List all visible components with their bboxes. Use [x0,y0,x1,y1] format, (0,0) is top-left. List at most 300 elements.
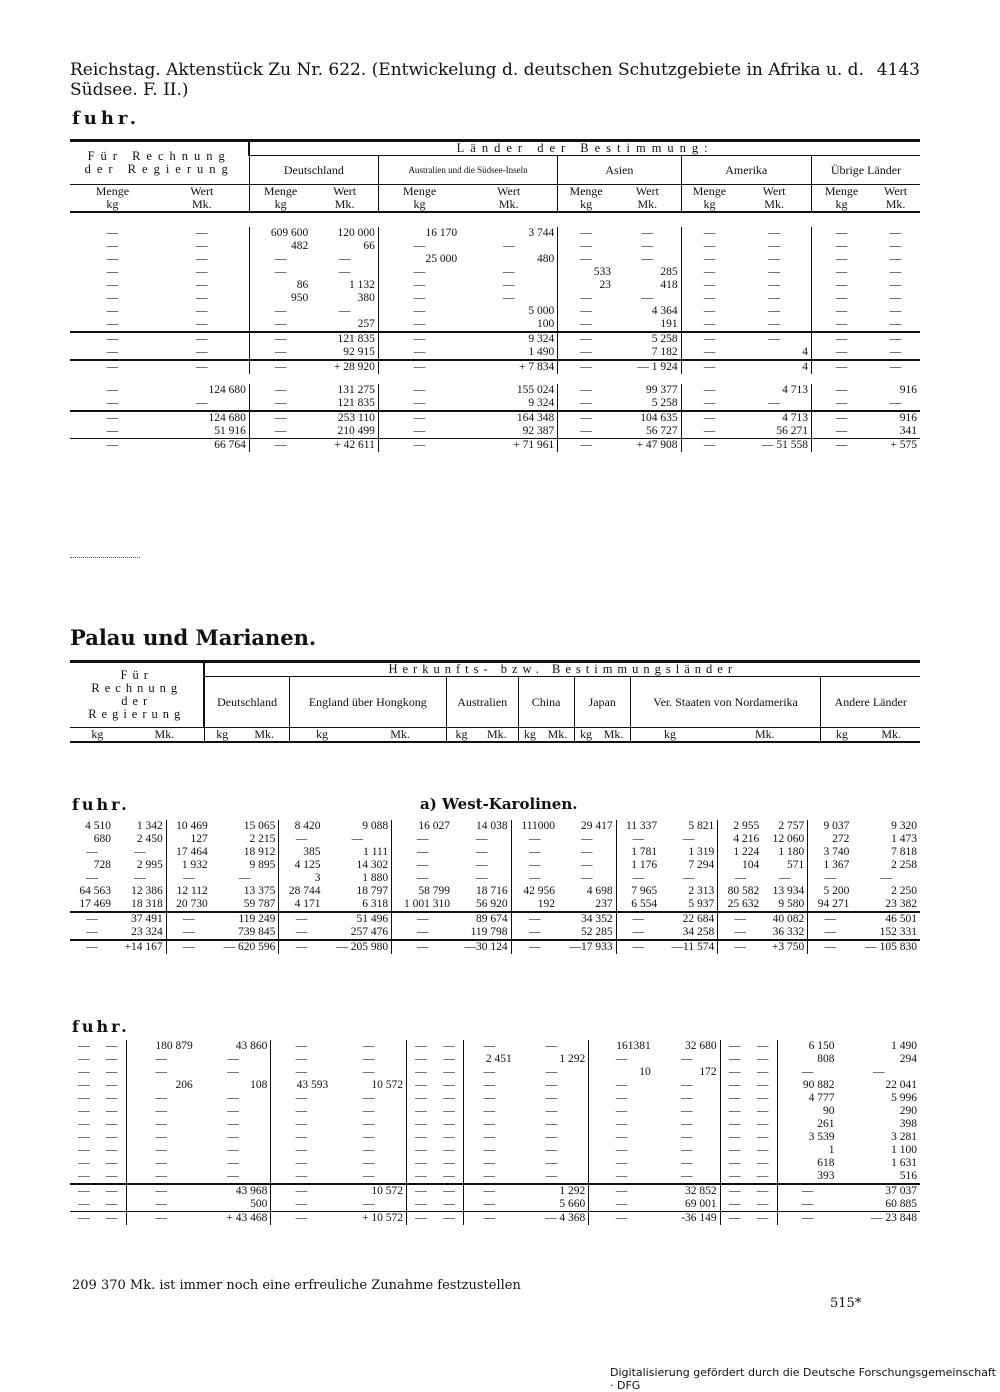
table-cell: — [681,318,737,332]
column-header: Andere Länder [821,677,920,728]
table-cell: 1 292 [515,1184,589,1198]
table-cell: — [589,1105,654,1118]
table-cell: — [271,1184,331,1198]
table-cell: — [238,872,251,884]
table-cell: 10 572 [331,1184,406,1198]
table-cell: — [407,1170,436,1184]
table-cell: — [166,940,211,954]
table-cell: 25 632 [718,898,763,912]
table-cell: — [545,1040,558,1052]
table-cell: — [227,1066,239,1078]
table-cell: — [718,940,763,954]
table-row [70,820,920,833]
table-cell: — [464,1184,515,1198]
table-cell: 36 332 [772,926,805,938]
table-cell: — [889,292,902,304]
table-cell: — [249,411,311,425]
table-cell: 192 [511,898,558,912]
table-cell: 56 920 [475,898,508,910]
table-cell: 1 [777,1144,837,1157]
table-cell: — [78,1118,90,1130]
table-cell: — [378,240,460,253]
table-cell: — [249,425,311,439]
table-cell: 155 024 [516,384,555,396]
table-cell: — 1 924 [614,360,681,374]
table-cell: — [134,846,146,858]
table-cell: — [105,1079,118,1091]
column-header: China [518,677,574,728]
table-cell: — [196,266,208,278]
table-cell: — [811,346,871,360]
table-cell: — [720,1118,749,1131]
table-cell: — [443,1118,455,1130]
table-cell: — [105,1092,118,1104]
table-cell: — [378,332,460,346]
table-cell: 2 215 [249,833,276,845]
table-cell: — [681,360,737,374]
table-cell: — [435,1184,464,1198]
table-cell: 172 [699,1066,717,1078]
sum-row [70,346,920,360]
table-cell: — [443,1157,455,1169]
table-cell: — [86,846,98,858]
table-cell: 480 [536,253,555,265]
table-cell: 285 [660,266,678,278]
table-cell: — [378,279,460,292]
table-cell: — [443,1198,455,1210]
table-cell: — [811,253,871,266]
table-cell: — [249,253,311,266]
table-cell: — [720,1144,749,1157]
table-cell: 739 845 [238,926,276,938]
unit-cell: Mk. [709,728,821,743]
table-cell: — [70,1184,98,1198]
table-cell: — [407,1079,436,1092]
table-cell: + 28 920 [311,360,378,374]
table-cell: — [641,292,654,304]
table-cell: 4 125 [279,859,324,872]
table-cell: — [502,266,515,278]
table-cell: — [616,872,660,885]
table-cell: 69 001 [685,1198,717,1210]
fragment-title: fuhr. [72,108,141,129]
table-cell: 13 934 [772,885,805,897]
table-cell: 5 000 [528,305,555,317]
table-cell: — [680,1053,693,1065]
table-cell: — [70,332,155,346]
table-cell: — [271,1131,331,1144]
sum-row [70,912,920,926]
table-cell: 14 302 [356,859,389,871]
table-row [70,859,920,872]
unit-cell: kg [821,728,862,743]
subheader-cell: Menge [811,185,871,199]
table-cell: 89 674 [453,912,511,926]
table-cell: 1 932 [166,859,211,872]
table-cell: — [808,926,853,940]
table-cell: 164 348 [460,411,558,425]
table-cell: — [105,1131,118,1143]
table-cell: — [581,846,593,858]
table-cell: — [545,1157,558,1169]
table-cell: — [558,253,614,266]
table-cell: —17 933 [558,940,616,954]
diff-row [70,1212,920,1226]
diff-row [70,439,920,453]
export-table [70,1040,920,1225]
table-cell: — [720,1131,749,1144]
table-cell: — [407,1040,436,1053]
table-cell: — [126,1184,195,1198]
table-cell: — [756,1198,769,1210]
table-cell: — [78,1079,90,1091]
table-cell: — [227,1105,239,1117]
table-cell: — [811,227,871,240]
table-cell: 121 835 [311,332,378,346]
subheader-cell: Wert [333,183,357,198]
table-cell: — [106,227,119,239]
table-cell: 533 [558,266,614,279]
column-header: Australien [446,677,518,728]
table-cell: — [756,1170,769,1182]
table-row [70,1079,920,1092]
table-cell: — [249,397,311,411]
table-cell: — [378,384,460,397]
table-cell: 4 216 [718,833,763,846]
table-cell: — [70,411,155,425]
table-cell: — [407,1198,436,1212]
unit-cell: Mk. [125,728,205,743]
table-cell: — [811,266,871,279]
table-cell: 18 716 [475,885,508,897]
table-cell: 42 956 [511,885,558,898]
table-cell: — [756,1105,769,1117]
unit-cell: kg [289,728,354,743]
table-cell: 393 [777,1170,837,1184]
table-cell: 253 110 [311,411,378,425]
table-cell: — [682,833,695,845]
table-cell: 4 713 [737,411,811,425]
sum-row [70,332,920,346]
table-cell: — [378,266,460,279]
unit-cell: kg [204,728,239,743]
table-cell: 92 915 [343,346,375,358]
table-row [70,279,920,292]
table-cell: — [351,833,364,845]
table-cell: 6 554 [616,898,660,912]
table-cell: — [407,1118,436,1131]
table-cell: — [641,227,654,239]
table-cell: — [511,926,558,940]
table-cell: 32 852 [654,1184,720,1198]
unit-cell: kg [70,198,155,212]
table-cell: — [279,833,324,846]
table-cell: 37 491 [114,912,166,926]
table-cell: — [443,1079,455,1091]
table-cell: — [78,1131,90,1143]
table-cell: — [545,1079,558,1091]
table-row [70,1170,920,1184]
table-cell: 17 469 [79,898,111,910]
table-cell: + 10 572 [331,1212,406,1226]
table-cell: — [808,912,853,926]
table-cell: 94 271 [808,898,853,912]
table-cell: 37 037 [838,1184,920,1198]
sum-row [70,1184,920,1198]
table-cell: 12 386 [131,885,163,897]
table-cell: — [558,360,614,374]
table-cell: — [768,266,780,278]
table-cell: — [126,1157,195,1170]
subheader-cell: Wert [635,183,659,198]
table-cell: 34 352 [558,912,616,926]
table-cell: 916 [871,411,920,425]
table-row [70,1105,920,1118]
table-row [70,872,920,885]
table-cell: — [511,912,558,926]
table-cell: 34 258 [682,926,715,938]
table-cell: — [106,305,119,317]
table-cell: 14 038 [475,820,508,832]
table-cell: — [889,318,902,330]
table-cell: — [589,1131,654,1144]
table-cell: 51 916 [214,425,246,437]
table-cell: — [511,846,558,859]
unit-cell: Mk. [862,728,920,743]
table-cell: — [362,1040,375,1052]
table-cell: — [271,1212,331,1226]
table-cell: — [271,1118,331,1131]
table-cell: 20 730 [166,898,211,912]
table-cell: — [720,1066,749,1079]
table-cell: 22 041 [885,1079,917,1091]
table-cell: — [511,872,558,885]
table-cell: 1 001 310 [392,898,453,912]
table-cell: — [227,1131,239,1143]
table-row [70,397,920,411]
page-header [70,60,920,100]
table-cell: 86 [249,279,311,292]
table-cell: — [641,240,654,252]
table-cell: — [106,425,119,437]
column-header: Ver. Staaten von Nordamerika [630,677,821,728]
table-cell: 28 744 [279,885,324,898]
column-header: Japan [574,677,630,728]
table-cell: — 4 368 [515,1212,589,1226]
table-cell: 385 [279,846,324,859]
table-cell: 500 [250,1198,268,1210]
table-cell: — [589,1157,654,1170]
table-cell: — [558,346,614,360]
table-cell: — [768,253,780,265]
table-cell: — [338,266,351,278]
import-label: fuhr. [72,795,130,814]
table-cell: — [407,1212,436,1226]
table-cell: — [378,292,460,305]
table-cell: — [78,1053,90,1065]
table-cell: — [756,1131,769,1143]
table-cell: 9 324 [528,397,555,409]
table-cell: 43 968 [196,1184,271,1198]
table-cell: — [105,1118,118,1130]
table-cell: — [681,305,737,318]
table-cell: 58 799 [392,885,453,898]
table-cell: — [811,397,871,411]
unit-cell: kg [249,198,311,212]
table-cell: — [558,439,614,453]
table-cell: 22 684 [660,912,718,926]
table-cell: — [464,1131,515,1144]
table-cell: 261 [777,1118,837,1131]
table-cell: — [720,1157,749,1170]
table-cell: — [502,292,515,304]
table-cell: — [681,292,737,305]
table-cell: — [681,425,737,439]
group-header-2: Herkunfts- bzw. Bestimmungsländer [204,662,920,677]
table-cell: — [768,292,780,304]
table-row [70,384,920,397]
table-cell: 916 [899,384,917,396]
table-cell: — [249,360,311,374]
table-cell: 104 [718,859,763,872]
table-cell: — [889,397,902,409]
table-cell: 1 490 [528,346,555,358]
table-row [70,1131,920,1144]
table-cell: — [680,1079,693,1091]
unit-cell: Mk. [871,198,920,212]
table-row [70,1118,920,1131]
subheader-cell: Menge [681,185,737,199]
table-cell: — [681,439,737,453]
table-cell: — [811,425,871,439]
table-cell: 4 364 [651,305,678,317]
table-cell: — [279,940,324,954]
table-cell: — [106,397,119,409]
table-cell: 1 473 [891,833,917,845]
table-cell: — [811,411,871,425]
table-cell: — [680,1092,693,1104]
table-cell: 23 382 [885,898,917,910]
table-cell: 23 [558,279,614,292]
table-cell: 257 476 [350,926,389,938]
table-cell: 398 [899,1118,917,1130]
table-cell: — [641,253,654,265]
table-cell: — [78,1105,90,1117]
table-cell: — [443,1092,455,1104]
table-cell: — [589,1198,654,1212]
unit-cell: Mk. [737,198,811,212]
table-cell: — [464,1144,515,1157]
table-cell: 12 112 [166,885,211,898]
table-cell: 1 781 [616,846,660,859]
table-cell: -36 149 [654,1212,720,1226]
table-cell: 3 539 [777,1131,837,1144]
table-cell: — [271,1144,331,1157]
col-australia: Australien und die Südsee-Inseln [378,156,557,185]
header-title: Reichstag. Aktenstück Zu Nr. 622. (Entwickelung d. deutschen Schutzgebiete in Afrika u. d. Südsee. F. II.) [70,60,864,100]
table-cell: 1 180 [778,846,805,858]
table-cell: — [407,1184,436,1198]
table-cell: 99 377 [645,384,678,396]
table-cell: — [106,266,119,278]
table-cell: 418 [660,279,678,291]
table-cell: 380 [357,292,375,304]
table-cell: — [889,266,902,278]
table-cell: — [558,318,614,332]
table-cell: — [871,332,920,346]
table-row [70,1040,920,1053]
table-cell: 4 777 [777,1092,837,1105]
diff-row [70,940,920,954]
table-cell: — [581,872,593,884]
table-cell: 60 885 [885,1198,917,1210]
table-cell: — [362,1144,375,1156]
unit-cell: Mk. [240,728,290,743]
table-cell: — [362,1105,375,1117]
table-cell: 80 582 [718,885,763,898]
table-cell: 11 337 [616,820,660,833]
diff-row [70,360,920,374]
table-cell: — [871,360,920,374]
dfg-credit: Digitalisierung gefördert durch die Deutsche Forschungsgemeinschaft · DFG [610,1366,996,1392]
table-cell: +14 167 [114,940,166,954]
table-cell: 90 882 [777,1079,837,1092]
table-cell: 12 060 [772,833,805,845]
table-cell: 206 [126,1079,195,1092]
table-row [70,305,920,318]
table-cell: — [443,1170,455,1182]
table-cell: — [271,1066,331,1079]
sum-row [70,1198,920,1212]
table-cell: — [435,1212,464,1226]
table-cell: — [502,240,515,252]
table-cell: + 43 468 [196,1212,271,1226]
table-cell: — [106,279,119,291]
table-cell: — [443,1131,455,1143]
table-cell: 40 082 [762,912,807,926]
table-cell: 290 [899,1105,917,1117]
table-cell: — [126,1131,195,1144]
table-cell: 59 787 [243,898,276,910]
table-cell: — [227,1053,239,1065]
table-cell: — [545,1092,558,1104]
table-cell: — [443,1144,455,1156]
table-cell: 152 331 [879,926,917,938]
table-cell: — [407,1144,436,1157]
table-cell: —30 124 [453,940,511,954]
table-cell: 18 318 [131,898,163,910]
subheader-cell: Menge [558,185,614,199]
page-mark: 515* [830,1296,862,1311]
table-cell: — [718,872,763,885]
table-cell: — [126,1053,195,1066]
table-cell: — [545,1144,558,1156]
table-cell: — [545,1131,558,1143]
table-cell: — [476,833,488,845]
table-cell: 5 937 [688,898,715,910]
table-cell: 124 680 [208,384,246,396]
table-cell: 29 417 [580,820,613,832]
table-cell: 571 [787,859,805,871]
table-cell: — [616,926,660,940]
unit-cell: kg [681,198,737,212]
table-cell: 1 490 [891,1040,917,1052]
table-cell: — [196,346,208,358]
table-cell: 4 [737,360,811,374]
table-cell: 5 660 [559,1198,586,1210]
table-cell: + 42 611 [311,439,378,453]
table-cell: 23 324 [131,926,163,938]
